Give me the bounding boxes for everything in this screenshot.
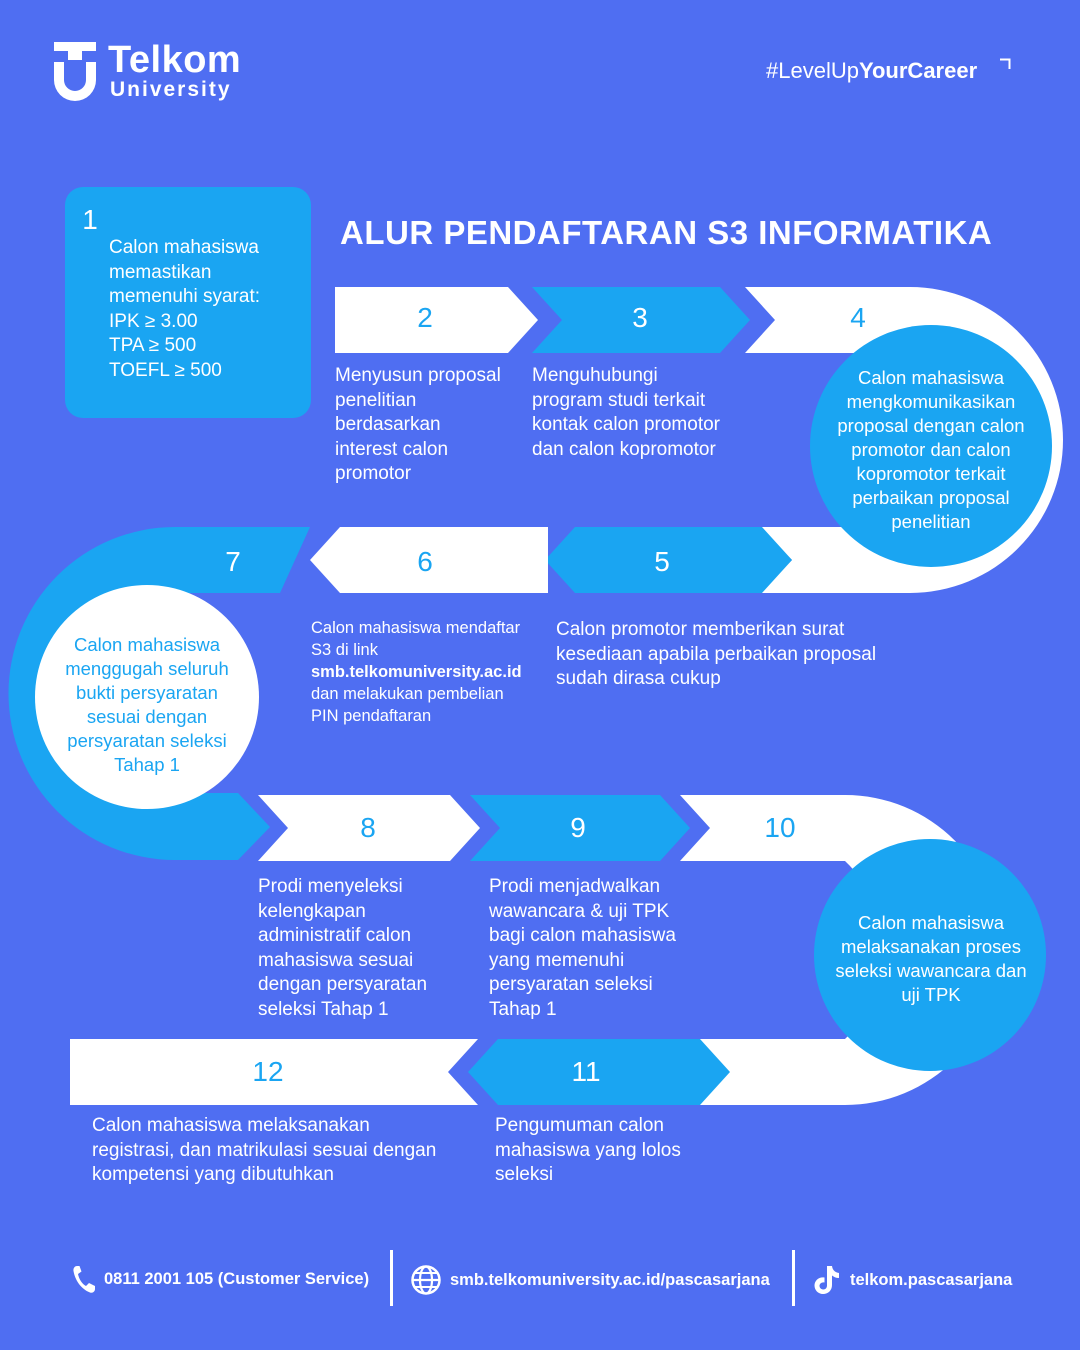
- step-9-description: Prodi menjadwalkan wawancara & uji TPK bagi calon mahasiswa yang memenuhi persyaratan seleksi Tahap 1: [489, 876, 676, 1020]
- step-8-description: Prodi menyeleksi kelengkapan administratif calon mahasiswa sesuai dengan persyaratan seleksi Tahap 1: [258, 876, 428, 1020]
- step-12-description: Calon mahasiswa melaksanakan registrasi, dan matrikulasi sesuai dengan kompetensi yang dibutuhkan: [92, 1115, 437, 1185]
- step-4-description: Calon mahasiswa mengkomunikasikan proposal dengan calon promotor dan calon kopromotor terkait perbaikan proposal penelitian: [837, 367, 1025, 532]
- step-3-description: Menguhubungi program studi terkait kontak calon promotor dan calon kopromotor: [532, 365, 720, 460]
- hashtag-part1: #LevelUp: [766, 58, 859, 83]
- step-5-description: Calon promotor memberikan surat kesediaan apabila perbaikan proposal sudah dirasa cukup: [556, 619, 877, 689]
- step-11-description: Pengumuman calon mahasiswa yang lolos seleksi: [495, 1115, 681, 1185]
- step-12-number: 12: [252, 1056, 284, 1087]
- step-11-number: 11: [571, 1056, 601, 1087]
- telkom-logo[interactable]: [52, 40, 252, 104]
- footer-divider: [390, 1250, 393, 1306]
- step-4-number: 4: [850, 302, 866, 333]
- step-2-number: 2: [417, 302, 433, 333]
- step-6-description: Calon mahasiswa mendaftar S3 di link smb.telkomuniversity.ac.id dan melakukan pembelian PIN pendaftaran: [311, 619, 522, 725]
- page-title: ALUR PENDAFTARAN S3 INFORMATIKA: [340, 214, 993, 251]
- phone-number: 0811 2001 105 (Customer Service): [104, 1269, 370, 1288]
- phone-icon: [72, 1264, 96, 1294]
- globe-icon: [410, 1264, 442, 1296]
- registration-link[interactable]: smb.telkomuniversity.ac.id: [311, 663, 522, 681]
- step-5-number: 5: [654, 546, 670, 577]
- step-1-description: Calon mahasiswa memastikan memenuhi syarat: IPK ≥ 3.00 TPA ≥ 500 TOEFL ≥ 500: [109, 237, 261, 381]
- step-10-description: Calon mahasiswa melaksanakan proses seleksi wawancara dan uji TPK: [835, 912, 1027, 1005]
- hashtag: [766, 58, 977, 84]
- website-url: smb.telkomuniversity.ac.id/pascasarjana: [450, 1270, 770, 1289]
- step-10-number: 10: [764, 812, 796, 843]
- footer-phone[interactable]: [72, 1264, 369, 1294]
- step-3-number: 3: [632, 302, 648, 333]
- step-9-number: 9: [570, 812, 586, 843]
- step-7-description: Calon mahasiswa menggugah seluruh bukti persyaratan sesuai dengan persyaratan seleksi Tahap 1: [65, 634, 229, 775]
- logo-text-telkom: Telkom: [108, 39, 242, 81]
- footer-divider: [792, 1250, 795, 1306]
- step-7-number: 7: [225, 546, 241, 577]
- step-1-number: 1: [82, 204, 98, 235]
- step-8-number: 8: [360, 812, 376, 843]
- step-6-number: 6: [417, 546, 433, 577]
- step-2-description: Menyusun proposal penelitian berdasarkan interest calon promotor: [335, 365, 501, 484]
- corner-bracket-icon: [999, 58, 1011, 70]
- logo-text-university: University: [110, 78, 232, 101]
- footer-tiktok[interactable]: [812, 1264, 1012, 1296]
- hashtag-part2: YourCareer: [858, 58, 978, 83]
- tiktok-handle: telkom.pascasarjana: [850, 1270, 1013, 1289]
- telkom-logo-icon: [52, 40, 98, 102]
- footer-website[interactable]: [410, 1264, 770, 1296]
- tiktok-icon: [812, 1264, 842, 1296]
